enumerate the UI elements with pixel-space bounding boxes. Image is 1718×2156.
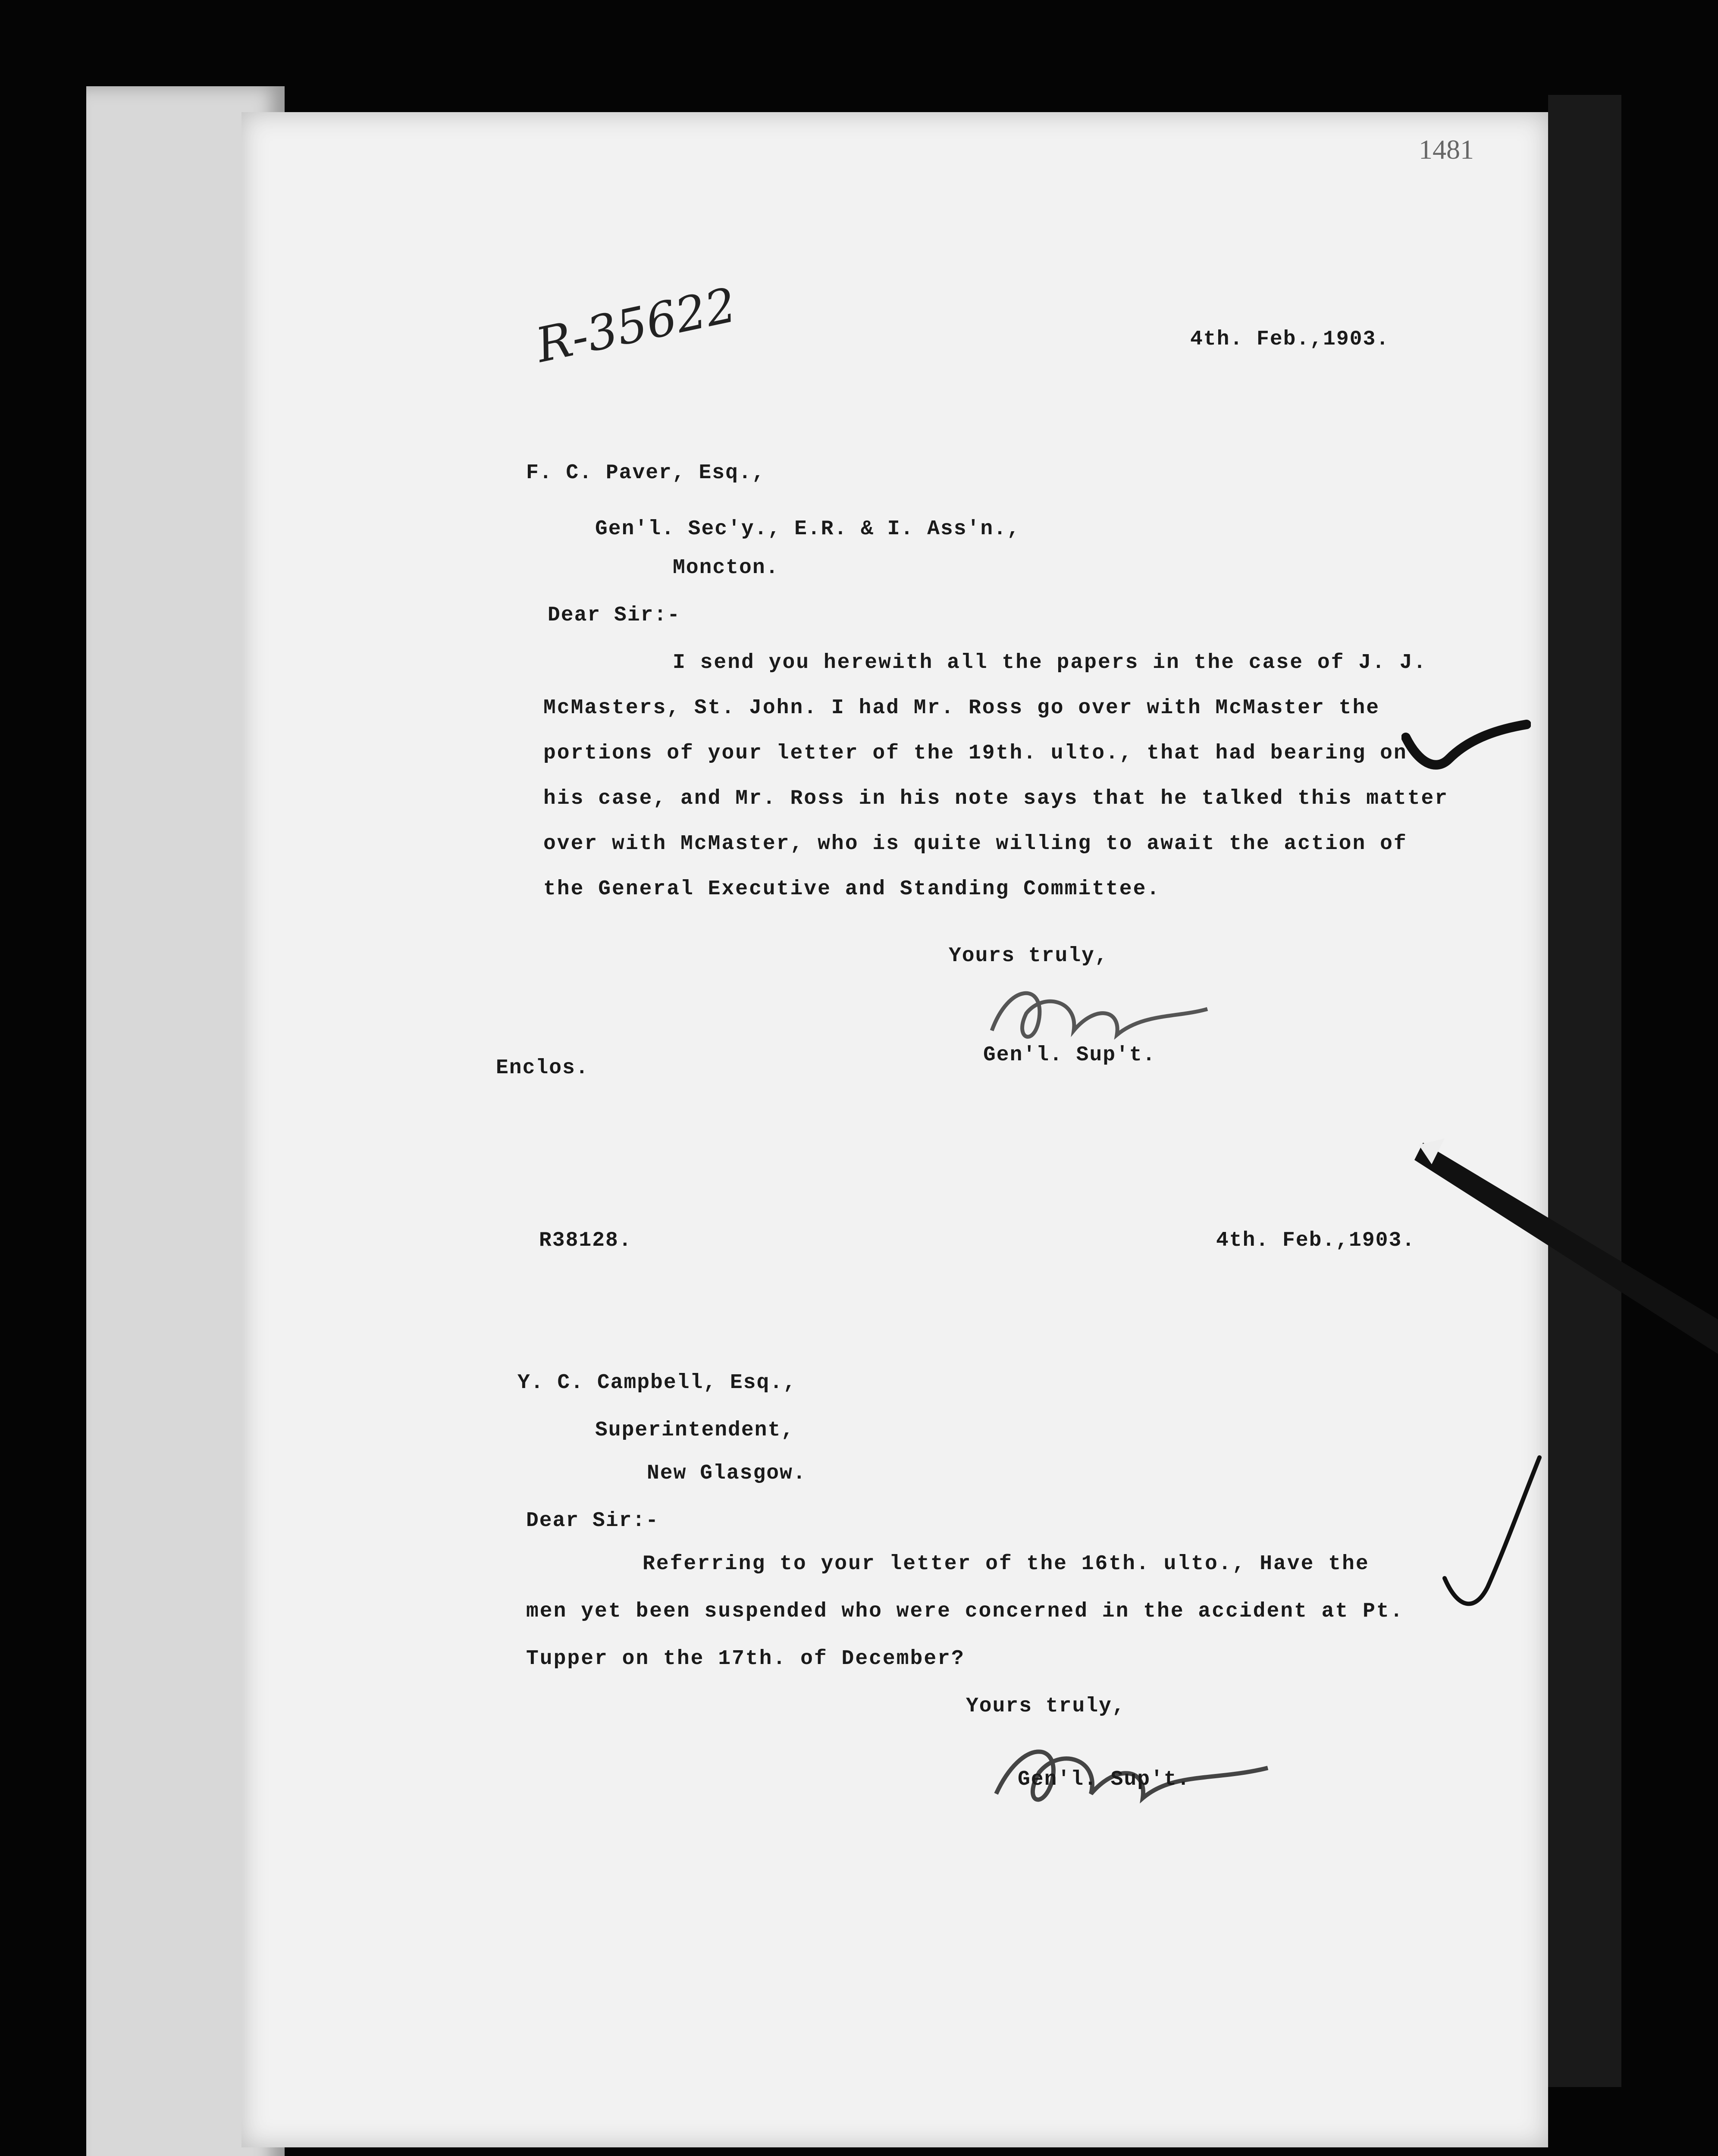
letter1-salutation: Dear Sir:- (548, 604, 681, 627)
letter2-signature-title: Gen'l. Sup't. (1018, 1768, 1191, 1791)
letter1-recipient-city: Moncton. (673, 556, 779, 580)
letter1-signature-title: Gen'l. Sup't. (983, 1044, 1156, 1067)
letter2-date: 4th. Feb.,1903. (1216, 1229, 1416, 1252)
letter1-body-line: McMasters, St. John. I had Mr. Ross go over with McMaster the (543, 696, 1380, 720)
letter2-body-line: Referring to your letter of the 16th. ulto., Have the (643, 1552, 1370, 1576)
letter2-recipient-title: Superintendent, (595, 1419, 795, 1442)
letter1-recipient-title: Gen'l. Sec'y., E.R. & I. Ass'n., (595, 517, 1020, 541)
letter1-date: 4th. Feb.,1903. (1190, 328, 1390, 351)
check-mark-icon (1436, 1449, 1548, 1630)
folio-number: 1481 (1419, 134, 1474, 165)
archive-reference: R-35622 (531, 277, 741, 373)
letter2-recipient-name: Y. C. Campbell, Esq., (517, 1371, 796, 1395)
pen-tip (1406, 1112, 1718, 1354)
letter1-body-line: the General Executive and Standing Committee. (543, 877, 1161, 901)
letter2-reference: R38128. (539, 1229, 632, 1252)
letter1-body-line: I send you herewith all the papers in the case of J. J. (673, 651, 1427, 674)
letter2-body-line: men yet been suspended who were concerned in the accident at Pt. (526, 1600, 1404, 1623)
letter1-body-line: over with McMaster, who is quite willing to await the action of (543, 832, 1408, 856)
letter1-closing: Yours truly, (949, 944, 1108, 968)
letter1-enclosure: Enclos. (496, 1056, 589, 1080)
letter1-body-line: his case, and Mr. Ross in his note says that he talked this matter (543, 787, 1449, 810)
letter2-body-line: Tupper on the 17th. of December? (526, 1647, 965, 1670)
document-page (241, 112, 1548, 2147)
letter1-recipient-name: F. C. Paver, Esq., (526, 461, 765, 485)
letter1-body-line: portions of your letter of the 19th. ulto., that had bearing on (543, 742, 1408, 765)
page-edge-shadow (1548, 95, 1621, 2087)
letter2-closing: Yours truly, (966, 1695, 1125, 1718)
letter2-salutation: Dear Sir:- (526, 1509, 659, 1532)
check-mark-icon (1401, 711, 1531, 780)
letter2-recipient-city: New Glasgow. (647, 1462, 806, 1485)
